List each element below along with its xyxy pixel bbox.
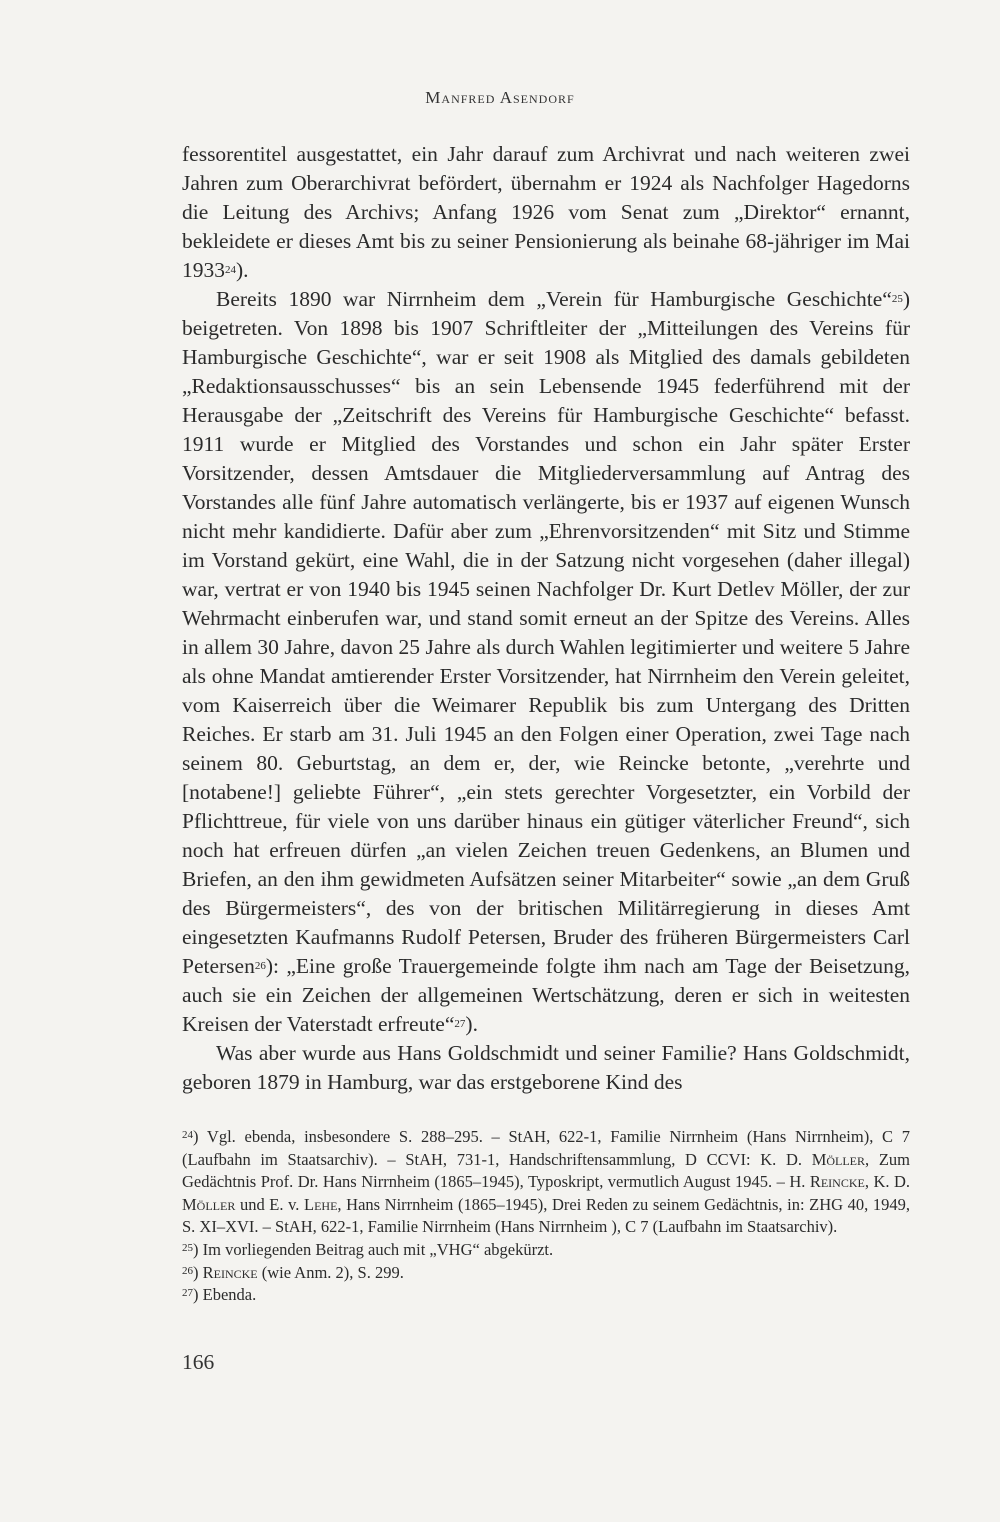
body-text — [182, 140, 910, 1097]
text-run: ). — [465, 1012, 478, 1036]
footnote — [182, 1239, 910, 1262]
text-run: ) beigetreten. Von 1898 bis 1907 Schriftleiter der „Mitteilungen des Vereins für Hamburgische Geschichte“, war er seit 1908 als Mitglied des damals gebildeten „Redaktionsausschusses“ bis an sein Lebensende 1945 federführend mit der Herausgabe der „Zeitschrift des Vereins für Hamburgische Geschichte“ befasst. 1911 wurde er Mitglied des Vorstandes und schon ein Jahr später Erster Vorsitzender, dessen Amtsdauer die Mitgliederversammlung auf Antrag des Vorstandes alle fünf Jahre automatisch verlängerte, bis er 1937 auf eigenen Wunsch nicht mehr kandidierte. Dafür aber zum „Ehrenvorsitzenden“ mit Sitz und Stimme im Vorstand gekürt, eine Wahl, die in der Satzung nicht vorgesehen (daher illegal) war, vertrat er von 1940 bis 1945 seinen Nachfolger Dr. Kurt Detlev Möller, der zur Wehrmacht einberufen war, und stand somit erneut an der Spitze des Vereins. Alles in allem 30 Jahre, davon 25 Jahre als durch Wahlen legitimierter und weitere 5 Jahre als ohne Mandat amtierender Erster Vorsitzender, hat Nirrnheim den Verein geleitet, vom Kaiserreich über die Weimarer Republik bis zum Untergang des Dritten Reiches. Er starb am 31. Juli 1945 an den Folgen einer Operation, zwei Tage nach seinem 80. Geburtstag, an dem er, der, wie Reincke betonte, „verehrte und [notabene!] geliebte Führer“, „ein stets gerechter Vorgesetzter, ein Vorbild der Pflichttreue, für viele von uns darüber hinaus ein gütiger väterlicher Freund“, sich noch hat erfreuen dürfen „an vielen Zeichen treuen Gedenkens, an Blumen und Briefen, an den ihm gewidmeten Aufsätzen seiner Mitarbeiter“ sowie „an dem Gruß des Bürgermeisters“, des von der britischen Militärregierung in dieses Amt eingesetzten Kaufmanns Rudolf Petersen, Bruder des früheren Bürgermeisters Carl Petersen — [182, 287, 910, 978]
footnote-paren: ) — [193, 1262, 203, 1282]
footnote-reference: 26 — [254, 960, 266, 973]
footnote-reference: 24 — [225, 264, 236, 277]
footnote — [182, 1284, 910, 1307]
footnote-paren: ) — [193, 1285, 203, 1305]
text-run: , Hans Nirrnheim (1865–1945), Drei Reden zu seinem Gedächtnis, in: ZHG 40, 1949, S. XI–XVI. – StAH, 622-1, Familie Nirrnheim (Hans Nirrnheim ), C 7 (Laufbahn im Staatsarchiv). — [182, 1194, 910, 1237]
author-name: Möller — [182, 1194, 236, 1214]
author-name: Möller — [811, 1149, 866, 1169]
text-run: ). — [236, 258, 249, 282]
footnote-number: 24 — [182, 1129, 193, 1142]
footnote-number: 26 — [182, 1264, 193, 1277]
text-run: ): „Eine große Trauergemeinde folgte ihm nach am Tage der Beisetzung, auch sie ein Zeichen der allgemeinen Wertschätzung, deren er sich in weitesten Kreisen der Vaterstadt erfreute“ — [182, 954, 910, 1036]
text-run: Was aber wurde aus Hans Goldschmidt und seiner Familie? Hans Goldschmidt, geboren 1879 in Hamburg, war das erstgeborene Kind des — [182, 1041, 910, 1094]
paragraph — [182, 1039, 910, 1097]
footnote-reference: 27 — [454, 1018, 466, 1031]
footnote-number: 27 — [182, 1287, 193, 1300]
running-head: Manfred Asendorf — [425, 88, 575, 107]
footnote — [182, 1262, 910, 1285]
text-run: Im vorliegenden Beitrag auch mit „VHG“ abgekürzt. — [202, 1239, 554, 1259]
text-run: Vgl. ebenda, insbesondere S. 288–295. – StAH, 622-1, Familie Nirrnheim (Hans Nirrnheim), C 7 (Laufbahn im Staatsarchiv). – StAH, 731-1, Handschriftensammlung, D CCVI: K. D. — [182, 1127, 911, 1169]
footnotes — [182, 1126, 910, 1307]
footnote-paren: ) — [193, 1127, 207, 1146]
footnote — [182, 1126, 910, 1239]
footnote-number: 25 — [182, 1242, 193, 1255]
paragraph — [182, 285, 910, 1039]
text-run: , K. D. — [864, 1172, 910, 1192]
footnote-reference: 25 — [891, 293, 903, 306]
text-run: Bereits 1890 war Nirrnheim dem „Verein für Hamburgische Geschichte“ — [216, 287, 892, 311]
author-name: Lehe — [304, 1194, 338, 1214]
footnote-paren: ) — [193, 1239, 203, 1259]
text-run: Ebenda. — [202, 1285, 257, 1305]
text-run: , Zum Gedächtnis Prof. Dr. Hans Nirrnheim (1865–1945), Typoskript, vermutlich August 1945. – H. — [182, 1149, 910, 1192]
page-number: 166 — [182, 1350, 215, 1374]
text-run: fessorentitel ausgestattet, ein Jahr darauf zum Archivrat und nach weiteren zwei Jahren zum Oberarchivrat befördert, übernahm er 1924 als Nachfolger Hagedorns die Leitung des Archivs; Anfang 1926 vom Senat zum „Direktor“ ernannt, bekleidete er dieses Amt bis zu seiner Pensionierung als beinahe 68-jähriger im Mai 1933 — [182, 142, 910, 282]
text-run: und E. v. — [235, 1194, 305, 1214]
author-name: Reincke — [809, 1172, 865, 1192]
author-name: Reincke — [202, 1262, 258, 1282]
paragraph — [182, 140, 910, 285]
text-run: (wie Anm. 2), S. 299. — [257, 1262, 404, 1282]
